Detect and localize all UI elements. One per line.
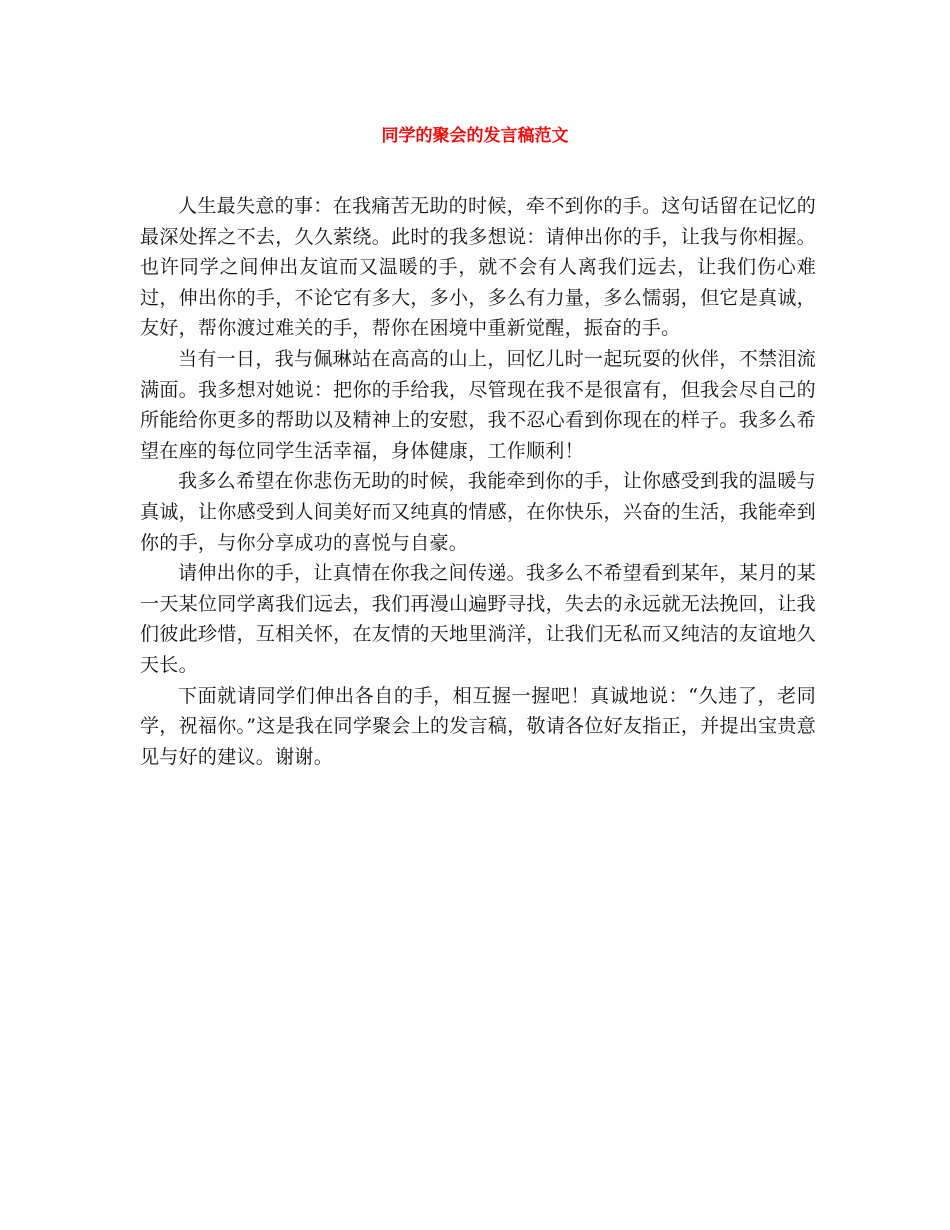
paragraph-3: 我多么希望在你悲伤无助的时候，我能牵到你的手，让你感受到我的温暖与真诚，让你感受到人间美好而又纯真的情感，在你快乐，兴奋的生活，我能牵到你的手，与你分享成功的喜悦与自豪。 [140, 470, 816, 554]
paragraph-4: 请伸出你的手，让真情在你我之间传递。我多么不希望看到某年，某月的某一天某位同学离我们远去，我们再漫山遍野寻找，失去的永远就无法挽回，让我们彼此珍惜，互相关怀，在友情的天地里淌洋，让我们无私而又纯洁的友谊地久天长。 [140, 562, 816, 676]
paragraph-5: 下面就请同学们伸出各自的手，相互握一握吧！真诚地说：“久违了，老同学，祝福你。”这是我在同学聚会上的发言稿，敬请各位好友指正，并提出宝贵意见与好的建议。谢谢。 [140, 684, 817, 768]
document-title: 同学的聚会的发言稿范文 [381, 126, 569, 146]
paragraph-2: 当有一日，我与佩琳站在高高的山上，回忆儿时一起玩耍的伙伴，不禁泪流满面。我多想对她说：把你的手给我，尽管现在我不是很富有，但我会尽自己的所能给你更多的帮助以及精神上的安慰，我不忍心看到你现在的样子。我多么希望在座的每位同学生活幸福，身体健康，工作顺利！ [140, 347, 816, 462]
document-body [140, 191, 816, 772]
paragraph-1: 人生最失意的事：在我痛苦无助的时候，牵不到你的手。这句话留在记忆的最深处挥之不去，久久萦绕。此时的我多想说：请伸出你的手，让我与你相握。也许同学之间伸出友谊而又温暖的手，就不会有人离我们远去，让我们伤心难过，伸出你的手，不论它有多大，多小，多么有力量，多么懦弱，但它是真诚，友好，帮你渡过难关的手，帮你在困境中重新觉醒，振奋的手。 [140, 195, 816, 340]
